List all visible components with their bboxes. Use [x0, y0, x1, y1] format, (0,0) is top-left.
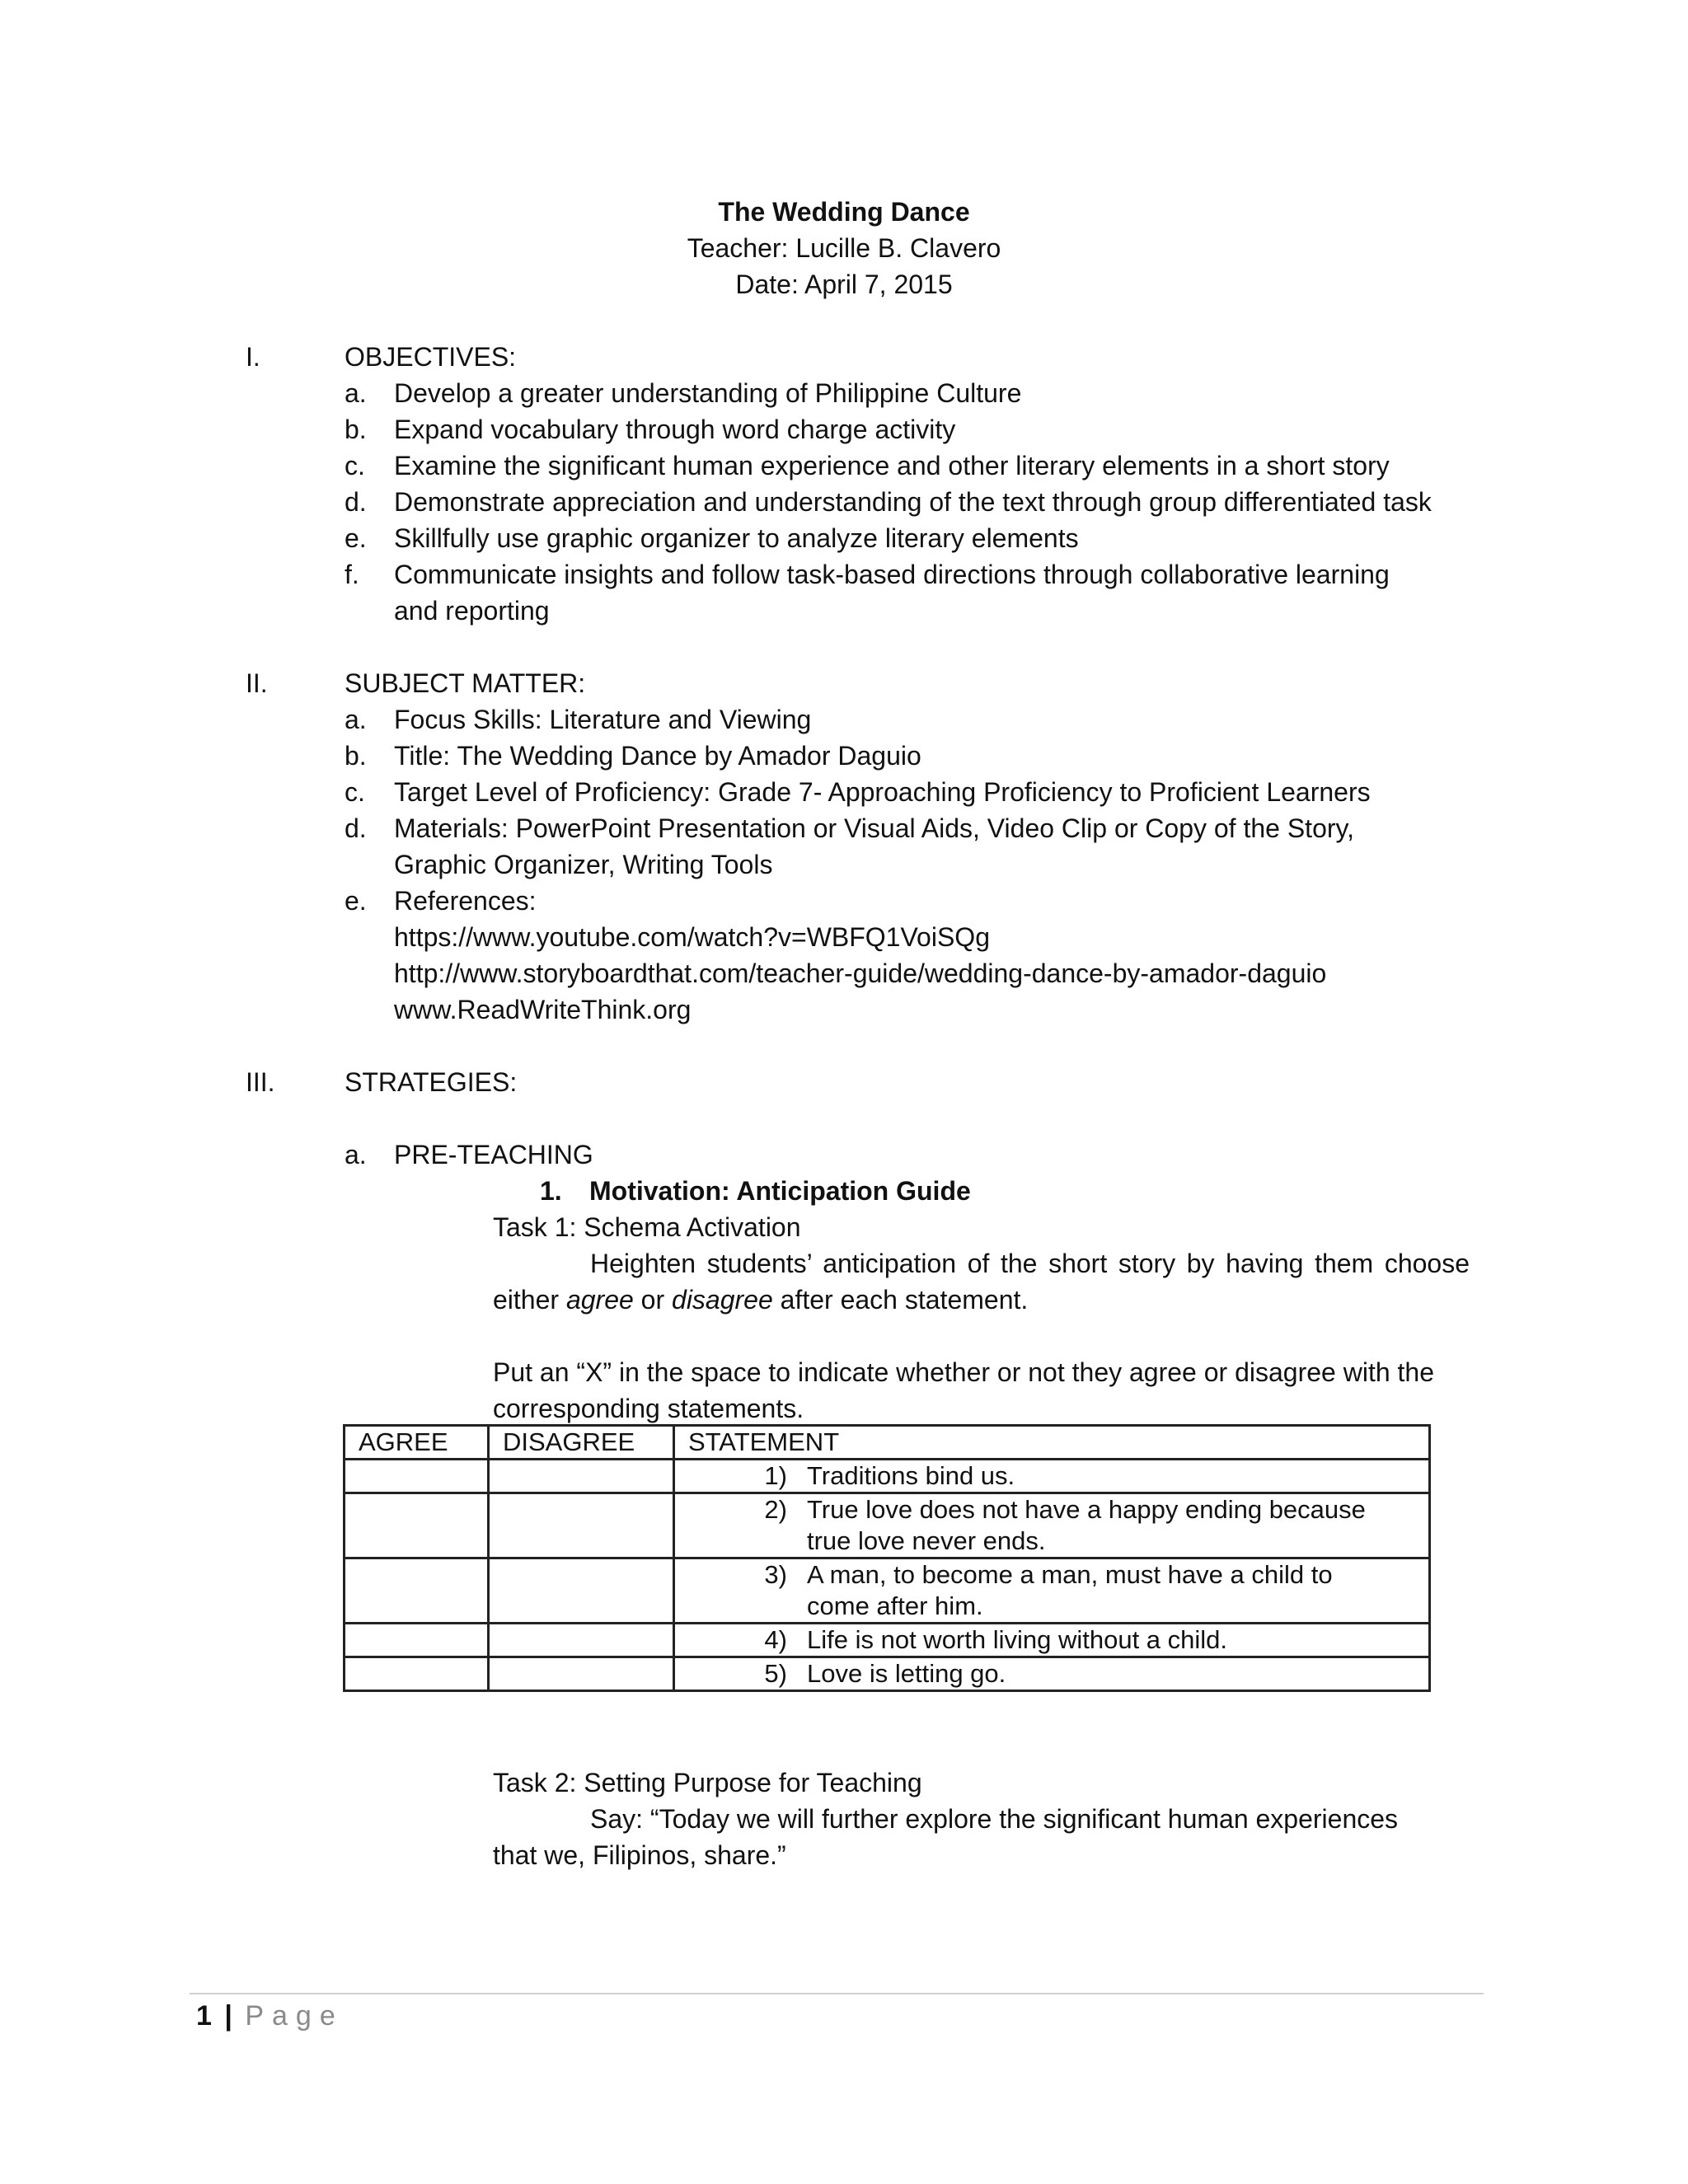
subject-text: References: [394, 886, 537, 916]
objective-text-continued: and reporting [394, 596, 550, 626]
disagree-cell[interactable] [489, 1657, 674, 1691]
page-label: Page [245, 2000, 344, 2032]
objective-letter: f. [345, 560, 359, 589]
objective-text: Skillfully use graphic organizer to analyze literary elements [394, 523, 1079, 553]
section-heading-strategies: STRATEGIES: [345, 1067, 518, 1097]
statement-text: Love is letting go. [807, 1659, 1006, 1688]
disagree-cell[interactable] [489, 1624, 674, 1657]
agree-cell[interactable] [345, 1460, 489, 1493]
objective-text: Demonstrate appreciation and understanding of the text through group differentiated task [394, 487, 1432, 517]
subject-letter: e. [345, 886, 367, 916]
reference-link[interactable]: http://www.storyboardthat.com/teacher-guide/wedding-dance-by-amador-daguio [394, 958, 1327, 988]
subject-letter: c. [345, 777, 365, 807]
statement-text: True love does not have a happy ending because true love never ends. [807, 1495, 1366, 1555]
task2-title: Task 2: Setting Purpose for Teaching [493, 1768, 922, 1797]
header-disagree: DISAGREE [489, 1426, 674, 1460]
subject-text: Materials: PowerPoint Presentation or Visual Aids, Video Clip or Copy of the Story, [394, 813, 1355, 843]
objective-letter: a. [345, 378, 367, 408]
table-row [345, 1493, 1430, 1558]
date-line: Date: April 7, 2015 [735, 269, 953, 299]
statement-number: 3) [764, 1560, 787, 1589]
anticipation-guide-table [343, 1424, 1431, 1692]
task1-body [493, 1245, 1470, 1318]
objective-letter: d. [345, 487, 367, 517]
motivation-title: Motivation: Anticipation Guide [589, 1176, 971, 1206]
statement-cell [674, 1558, 1430, 1624]
objective-text: Develop a greater understanding of Philippine Culture [394, 378, 1022, 408]
statement-number: 5) [764, 1659, 787, 1688]
subject-letter: d. [345, 813, 367, 843]
footer-divider [190, 1993, 1484, 1994]
document-title: The Wedding Dance [718, 197, 970, 227]
subject-letter: a. [345, 705, 367, 734]
table-row [345, 1460, 1430, 1493]
statement-number: 1) [764, 1461, 787, 1490]
table-row [345, 1657, 1430, 1691]
teacher-line: Teacher: Lucille B. Clavero [687, 233, 1001, 263]
objective-text: Expand vocabulary through word charge activity [394, 415, 956, 444]
objective-text: Communicate insights and follow task-based directions through collaborative learning [394, 560, 1390, 589]
motivation-number: 1. [540, 1176, 562, 1206]
page-number: 1 [196, 2000, 212, 2032]
task1-disagree: disagree [672, 1285, 773, 1315]
disagree-cell[interactable] [489, 1460, 674, 1493]
table-row [345, 1558, 1430, 1624]
section-numeral-objectives: I. [246, 342, 260, 372]
pre-teaching-letter: a. [345, 1140, 367, 1169]
task1-after: after each statement. [780, 1285, 1029, 1315]
objective-letter: b. [345, 415, 367, 444]
statement-number: 2) [764, 1495, 787, 1524]
statement-text: A man, to become a man, must have a child to come after him. [807, 1560, 1333, 1620]
subject-text: Focus Skills: Literature and Viewing [394, 705, 812, 734]
disagree-cell[interactable] [489, 1558, 674, 1624]
objective-letter: c. [345, 451, 365, 480]
task1-agree: agree [565, 1285, 634, 1315]
statement-text: Traditions bind us. [807, 1461, 1015, 1490]
statement-cell [674, 1657, 1430, 1691]
table-header-row [345, 1426, 1430, 1460]
task2-body: Say: “Today we will further explore the significant human experiences that we, Filipinos, share.” [493, 1804, 1399, 1870]
reference-link[interactable]: https://www.youtube.com/watch?v=WBFQ1VoiSQg [394, 922, 990, 952]
objective-text: Examine the significant human experience and other literary elements in a short story [394, 451, 1390, 480]
agree-cell[interactable] [345, 1657, 489, 1691]
agree-cell[interactable] [345, 1558, 489, 1624]
pre-teaching-label: PRE-TEACHING [394, 1140, 593, 1169]
statement-cell [674, 1493, 1430, 1558]
page-footer [196, 1998, 344, 2034]
statement-cell [674, 1460, 1430, 1493]
agree-cell[interactable] [345, 1624, 489, 1657]
statement-cell [674, 1624, 1430, 1657]
statement-text: Life is not worth living without a child. [807, 1625, 1228, 1654]
objective-letter: e. [345, 523, 367, 553]
section-numeral-subject-matter: II. [246, 668, 268, 698]
table-row [345, 1624, 1430, 1657]
subject-letter: b. [345, 741, 367, 771]
subject-text: Title: The Wedding Dance by Amador Daguio [394, 741, 921, 771]
section-heading-subject-matter: SUBJECT MATTER: [345, 668, 586, 698]
subject-text: Target Level of Proficiency: Grade 7- Approaching Proficiency to Proficient Learners [394, 777, 1371, 807]
footer-separator: | [224, 2000, 232, 2032]
statement-number: 4) [764, 1625, 787, 1654]
task1-or: or [640, 1285, 665, 1315]
instruction-text: Put an “X” in the space to indicate whether or not they agree or disagree with the corresponding statements. [493, 1357, 1434, 1423]
task1-body-text: Heighten students’ anticipation of the short story by having them choose either [493, 1249, 1470, 1315]
disagree-cell[interactable] [489, 1493, 674, 1558]
subject-text-continued: Graphic Organizer, Writing Tools [394, 850, 773, 879]
agree-cell[interactable] [345, 1493, 489, 1558]
header-statement: STATEMENT [674, 1426, 1430, 1460]
section-heading-objectives: OBJECTIVES: [345, 342, 517, 372]
section-numeral-strategies: III. [246, 1067, 275, 1097]
reference-link[interactable]: www.ReadWriteThink.org [394, 995, 692, 1024]
task1-title: Task 1: Schema Activation [493, 1212, 801, 1242]
header-agree: AGREE [345, 1426, 489, 1460]
